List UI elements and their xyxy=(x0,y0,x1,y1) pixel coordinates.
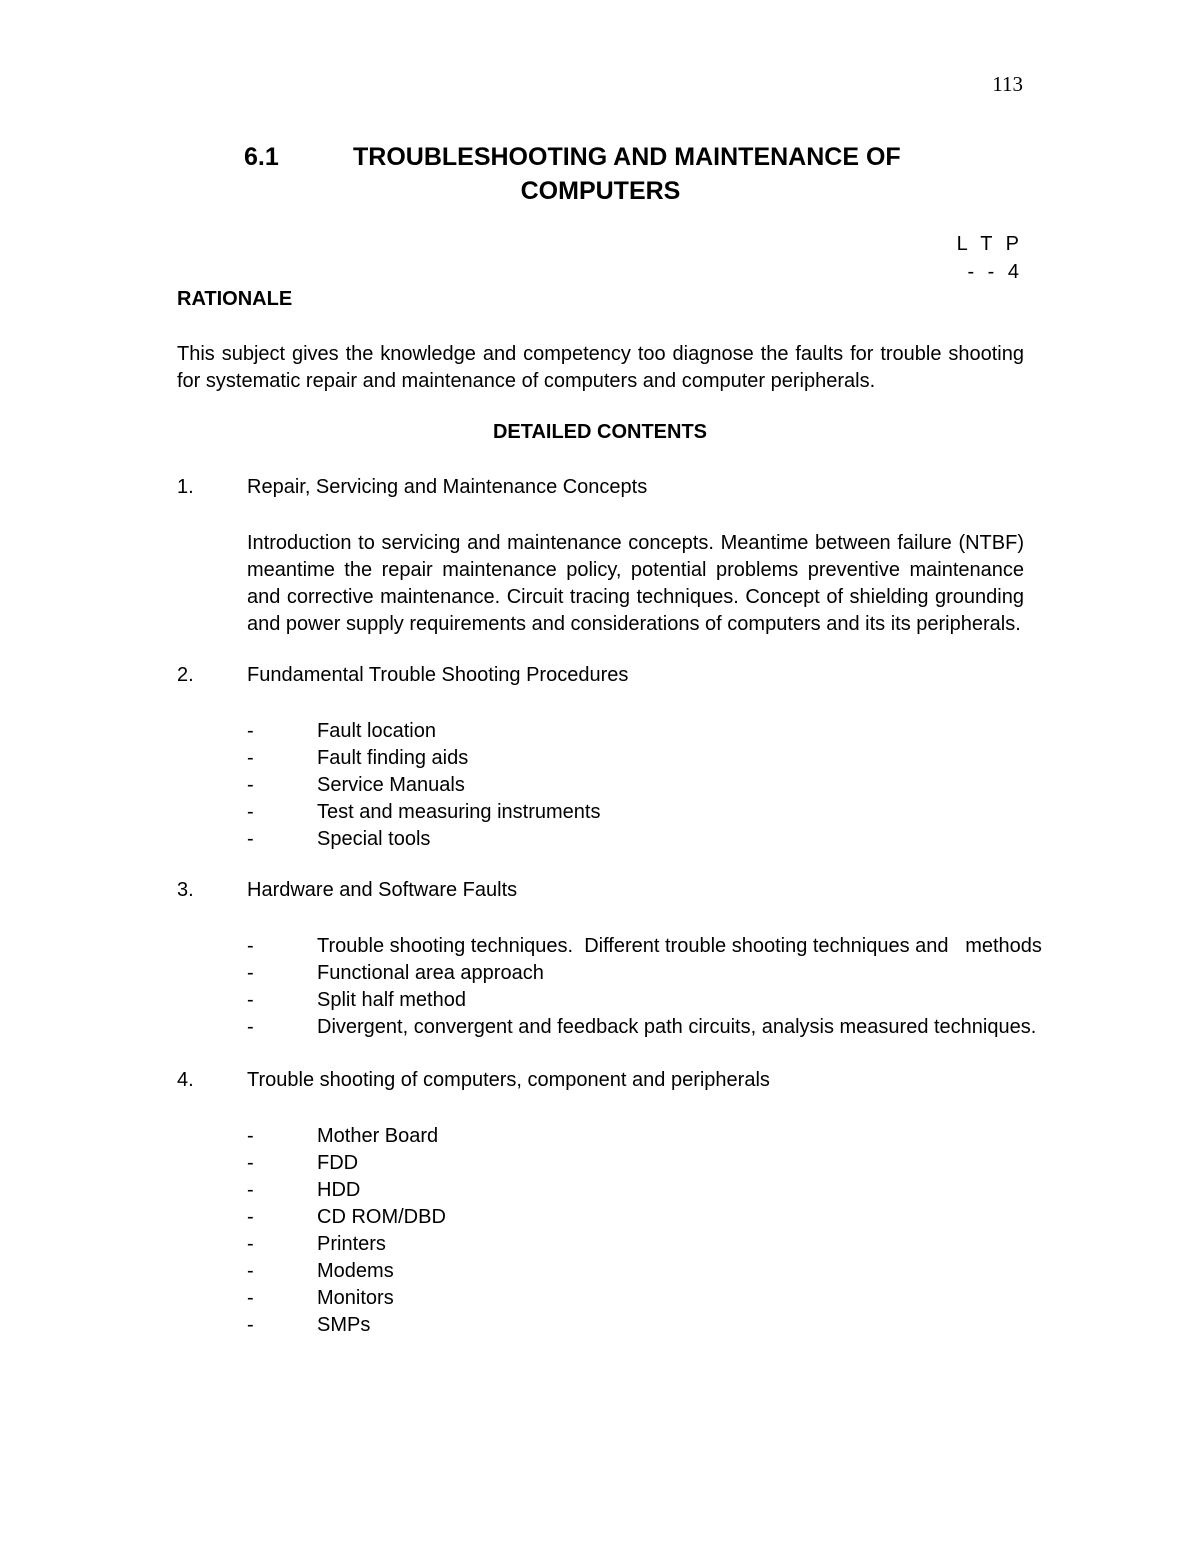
list-item xyxy=(247,826,1024,853)
list-item-text: Trouble shooting techniques. Different trouble shooting techniques and methods xyxy=(317,935,1042,957)
page-number: 113 xyxy=(992,72,1023,96)
list-item-text: Service Manuals xyxy=(317,774,465,796)
section-title: Repair, Servicing and Maintenance Concepts xyxy=(247,476,648,498)
bullet-list xyxy=(247,718,1024,853)
bullet-dash: - xyxy=(247,1152,254,1174)
bullet-list xyxy=(247,1123,1024,1339)
title-section-number: 6.1 xyxy=(244,143,279,171)
section-number: 3. xyxy=(177,879,194,901)
bullet-dash: - xyxy=(247,828,254,850)
list-item xyxy=(247,1204,1024,1231)
list-item xyxy=(247,745,1024,772)
list-item xyxy=(247,1258,1024,1285)
bullet-dash: - xyxy=(247,1233,254,1255)
list-item-text: HDD xyxy=(317,1179,361,1201)
list-item-text: Split half method xyxy=(317,989,466,1011)
rationale-heading: RATIONALE xyxy=(177,288,293,310)
list-item-text: Fault finding aids xyxy=(317,747,469,769)
bullet-dash: - xyxy=(247,1287,254,1309)
list-item-text: Mother Board xyxy=(317,1125,439,1147)
bullet-dash: - xyxy=(247,1179,254,1201)
title-line-2: COMPUTERS xyxy=(520,177,681,205)
list-item-text: Special tools xyxy=(317,828,431,850)
bullet-dash: - xyxy=(247,989,254,1011)
section-title: Fundamental Trouble Shooting Procedures xyxy=(247,664,629,686)
list-item xyxy=(247,718,1024,745)
list-item-text: Printers xyxy=(317,1233,386,1255)
section-title: Hardware and Software Faults xyxy=(247,879,518,901)
list-item xyxy=(247,987,1024,1014)
section-number: 4. xyxy=(177,1069,194,1091)
bullet-dash: - xyxy=(247,801,254,823)
list-item xyxy=(247,799,1024,826)
list-item-text: Fault location xyxy=(317,720,436,742)
bullet-dash: - xyxy=(247,962,254,984)
list-item-text: CD ROM/DBD xyxy=(317,1206,446,1228)
bullet-dash: - xyxy=(247,935,254,957)
list-item xyxy=(247,1123,1024,1150)
list-item-text: Functional area approach xyxy=(317,962,544,984)
section-title: Trouble shooting of computers, component and peripherals xyxy=(247,1069,770,1091)
list-item xyxy=(247,1285,1024,1312)
bullet-dash: - xyxy=(247,720,254,742)
rationale-text: This subject gives the knowledge and competency too diagnose the faults for trouble shooting for systematic repair and maintenance of computers and computer peripherals. xyxy=(177,343,1024,392)
section-body: Introduction to servicing and maintenance concepts. Meantime between failure (NTBF) meantime the repair maintenance policy, potential problems preventive maintenance and corrective maintenance. Circuit tracing techniques. Concept of shielding grounding and power supply requirements and considerations of computers and its its peripherals. xyxy=(247,532,1024,635)
list-item xyxy=(247,933,1042,960)
ltp-values: - - 4 xyxy=(967,261,1023,283)
ltp-block xyxy=(957,230,1023,286)
title-line-1: TROUBLESHOOTING AND MAINTENANCE OF xyxy=(353,143,901,171)
list-item xyxy=(247,1312,1024,1339)
list-item-text: Modems xyxy=(317,1260,394,1282)
list-item-text: Monitors xyxy=(317,1287,394,1309)
list-item xyxy=(247,1177,1024,1204)
list-item-text: Test and measuring instruments xyxy=(317,801,601,823)
ltp-header: L T P xyxy=(956,233,1023,255)
list-item xyxy=(247,960,1024,987)
bullet-dash: - xyxy=(247,747,254,769)
section-number: 1. xyxy=(177,476,194,498)
list-item-text: SMPs xyxy=(317,1314,371,1336)
bullet-dash: - xyxy=(247,774,254,796)
list-item xyxy=(247,772,1024,799)
list-item-text: FDD xyxy=(317,1152,359,1174)
bullet-dash: - xyxy=(247,1125,254,1147)
list-item xyxy=(247,1150,1024,1177)
bullet-dash: - xyxy=(247,1314,254,1336)
bullet-list xyxy=(247,933,1042,1041)
bullet-dash: - xyxy=(247,1206,254,1228)
list-item-text: Divergent, convergent and feedback path circuits, analysis measured techniques. xyxy=(317,1016,1037,1038)
detailed-contents-heading: DETAILED CONTENTS xyxy=(492,421,708,443)
list-item xyxy=(247,1014,1037,1041)
bullet-dash: - xyxy=(247,1016,254,1038)
section-number: 2. xyxy=(177,664,194,686)
bullet-dash: - xyxy=(247,1260,254,1282)
list-item xyxy=(247,1231,1024,1258)
